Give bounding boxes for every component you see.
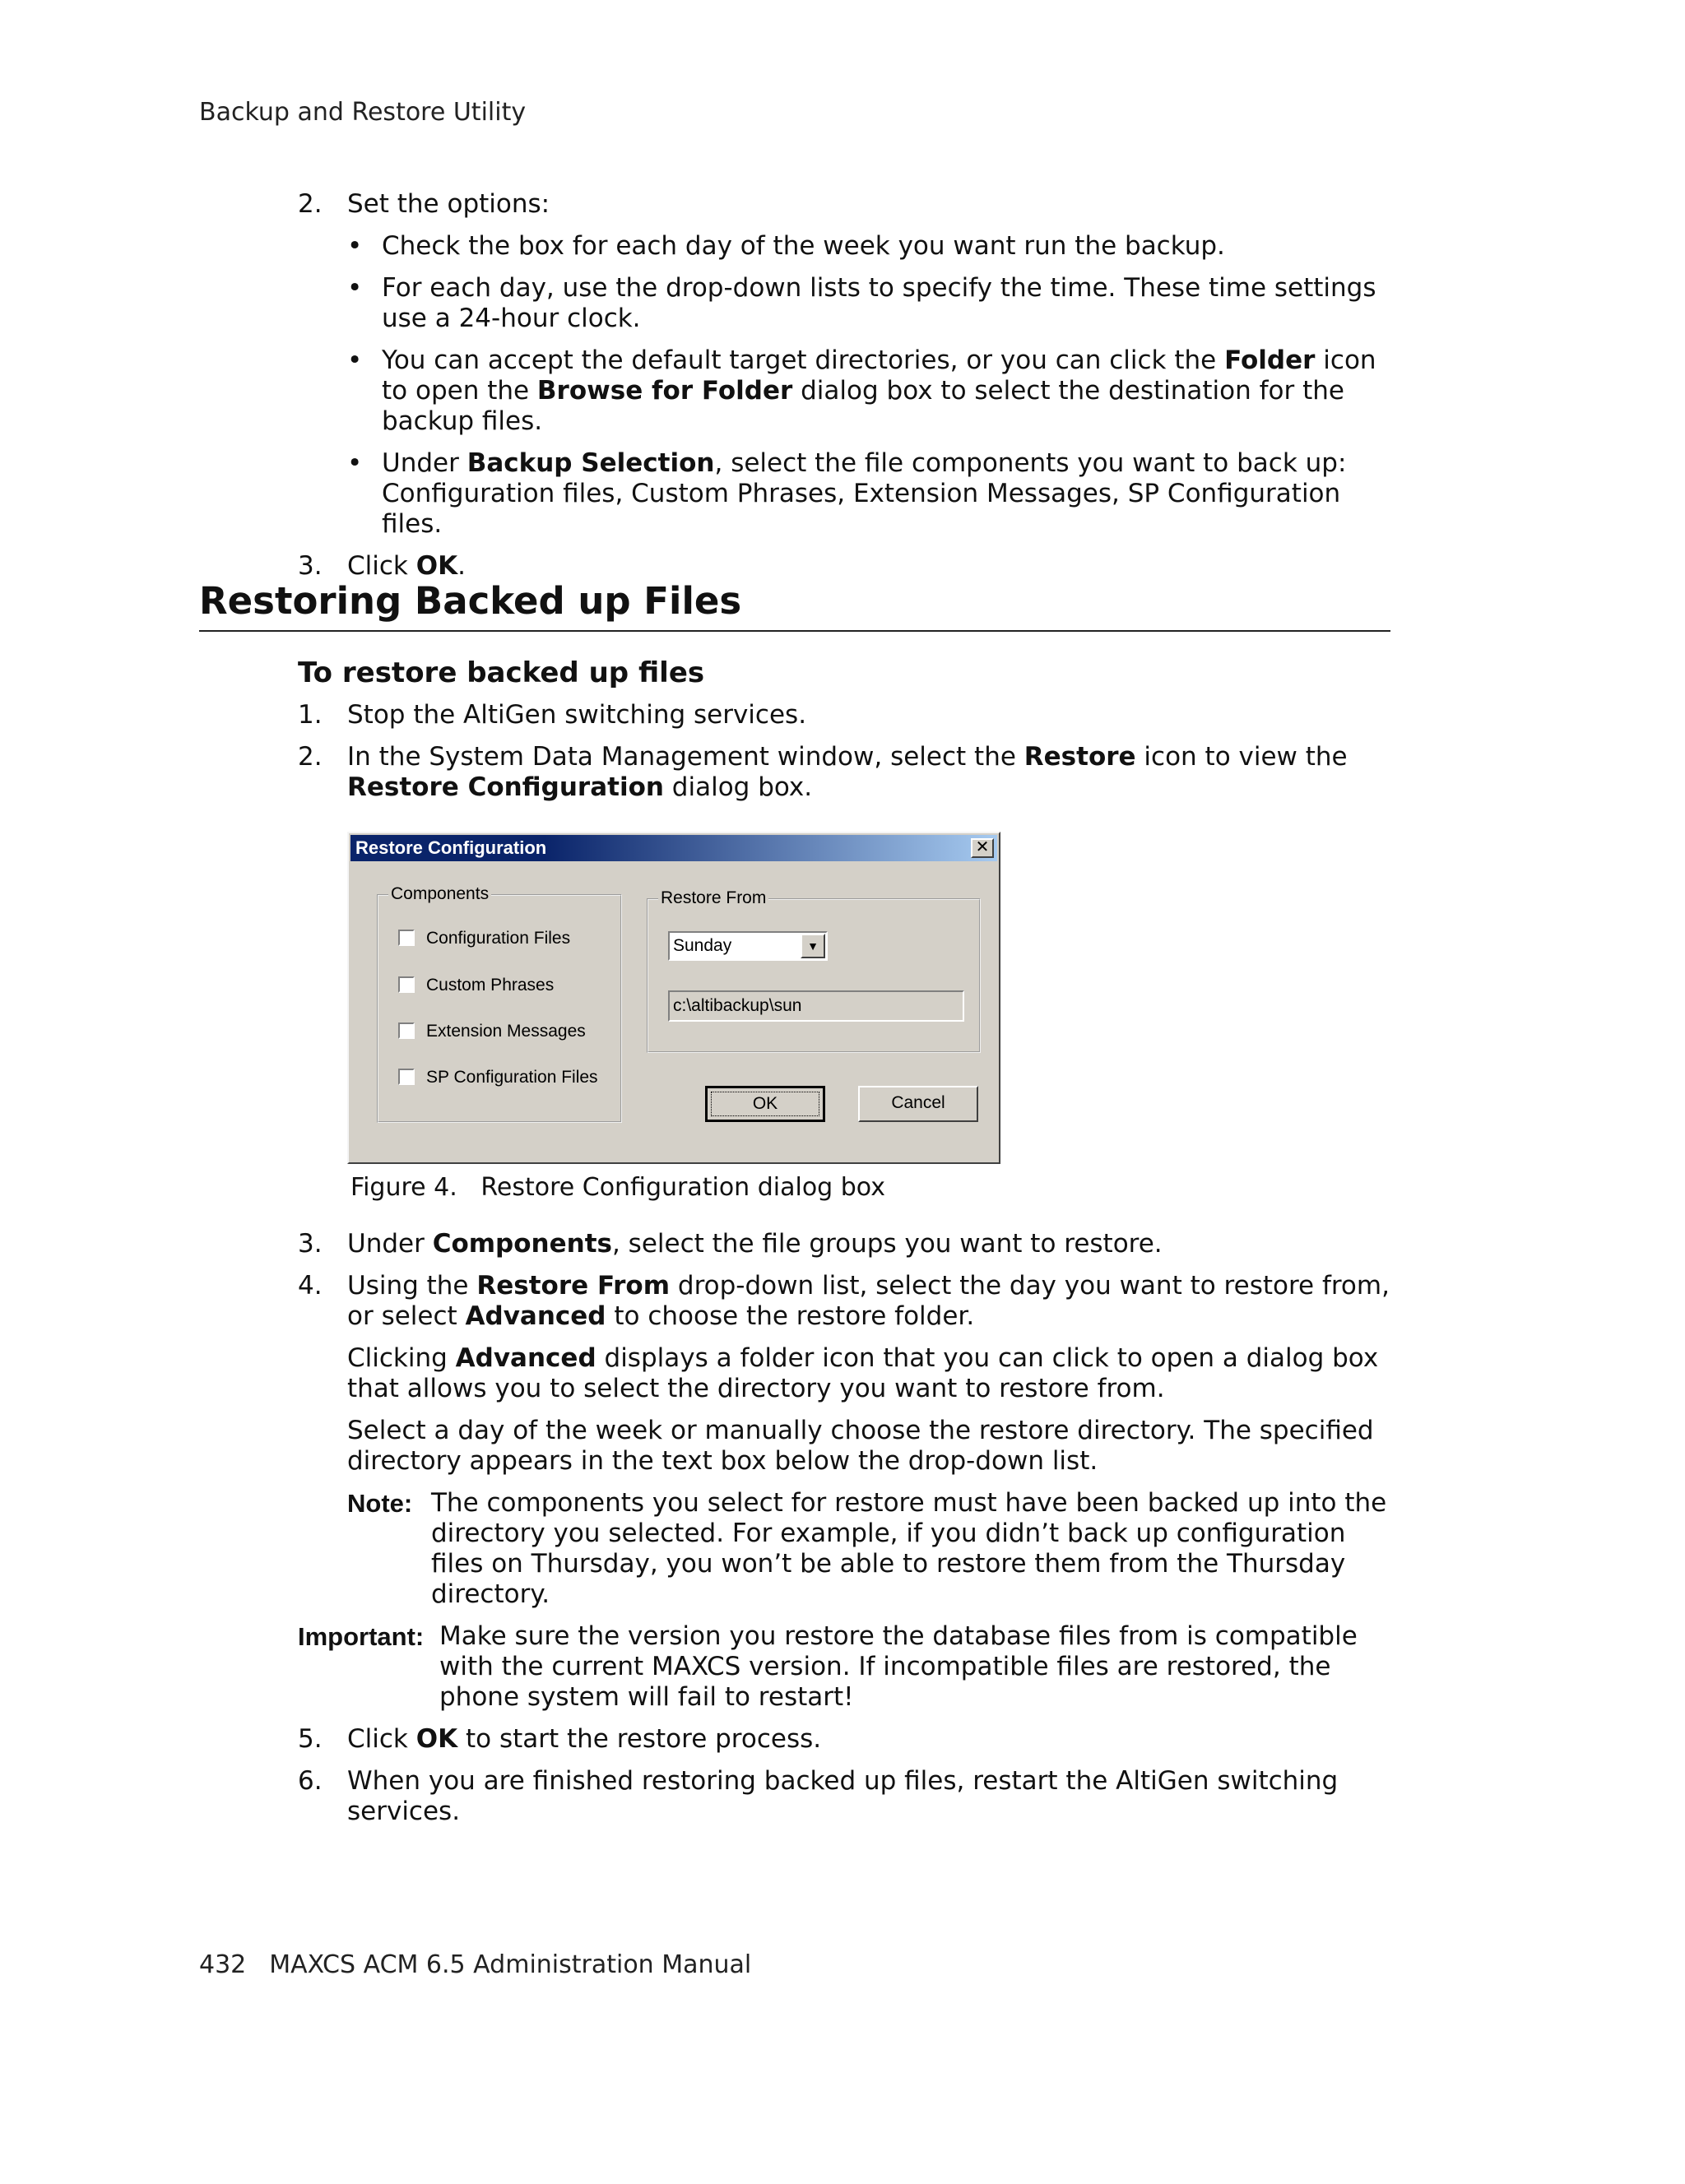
- checkbox-label: SP Configuration Files: [426, 1068, 598, 1087]
- bold-term: OK: [415, 551, 458, 581]
- important-text: Make sure the version you restore the database files from is compatible with the current MAXCS version. If incompatible files are restored, the phone system will fail to restart!: [439, 1621, 1358, 1712]
- step-text: .: [457, 551, 466, 581]
- bullet-text: icon to open the: [382, 345, 1376, 406]
- select-day-paragraph: [199, 1416, 1396, 1477]
- step-number: 6.: [298, 1766, 323, 1796]
- figure-label: Figure 4.: [350, 1173, 457, 1202]
- bullet-text: For each day, use the drop-down lists to specify the time. These time settings use a 24-hour clock.: [382, 273, 1376, 333]
- restore-from-legend: Restore From: [658, 888, 768, 908]
- step-text: When you are finished restoring backed up files, restart the AltiGen switching services.: [347, 1766, 1339, 1826]
- bold-term: Advanced: [455, 1343, 596, 1373]
- restore-path-field[interactable]: [668, 990, 964, 1022]
- bullet-dot: •: [347, 448, 363, 478]
- dropdown-value: Sunday: [673, 936, 732, 955]
- bold-term: Backup Selection: [467, 448, 715, 478]
- step-click-ok-restore: [199, 1724, 1396, 1755]
- ok-button[interactable]: [705, 1086, 825, 1122]
- step-number: 4.: [298, 1271, 323, 1301]
- bold-term: OK: [415, 1724, 458, 1754]
- step-text: Under: [347, 1229, 433, 1259]
- step-text: Set the options:: [347, 189, 550, 219]
- focus-rect: [711, 1092, 819, 1116]
- step-text: Stop the AltiGen switching services.: [347, 700, 807, 730]
- bullet-text: dialog box to select the destination for the backup files.: [382, 376, 1344, 436]
- step-number: 5.: [298, 1724, 323, 1754]
- para-text: Select a day of the week or manually choose the restore directory. The specified directory appears in the text box below the drop-down list.: [347, 1416, 1374, 1476]
- step-restore-from: [199, 1271, 1396, 1332]
- checkbox-box[interactable]: [398, 930, 415, 946]
- para-text: Clicking: [347, 1343, 456, 1373]
- step-number: 3.: [298, 551, 323, 581]
- bold-term: Restore: [1024, 742, 1136, 772]
- checkbox-label: Configuration Files: [426, 929, 571, 948]
- procedure-heading: To restore backed up files: [298, 656, 705, 689]
- checkbox-label: Extension Messages: [426, 1022, 586, 1041]
- step-stop-services: [199, 700, 1396, 730]
- bullet-dot: •: [347, 273, 363, 303]
- restore-configuration-dialog: [347, 832, 1000, 1164]
- chevron-down-icon[interactable]: ▼: [801, 934, 825, 958]
- running-header: Backup and Restore Utility: [199, 98, 527, 127]
- important-label: Important:: [298, 1622, 425, 1651]
- dialog-title: Restore Configuration: [355, 837, 547, 858]
- components-legend: Components: [388, 884, 491, 904]
- note-label: Note:: [347, 1489, 413, 1518]
- bold-term: Browse for Folder: [536, 376, 793, 406]
- backup-options-steps: [199, 189, 1396, 593]
- step-number: 2.: [298, 742, 323, 772]
- step-number: 3.: [298, 1229, 323, 1259]
- cancel-button[interactable]: [858, 1086, 978, 1122]
- step-select-components: [199, 1229, 1396, 1259]
- bullet-text: Check the box for each day of the week you want run the backup.: [382, 231, 1225, 261]
- step-text: to start the restore process.: [457, 1724, 822, 1754]
- bold-term: Components: [432, 1229, 612, 1259]
- bullet-item: [199, 448, 1396, 540]
- checkbox-box[interactable]: [398, 1069, 415, 1085]
- bullet-text: , select the file components you want to back up: Configuration files, Custom Phrases, Extension Messages, SP Configuration files.: [382, 448, 1347, 539]
- step-text: Click: [347, 1724, 416, 1754]
- step-open-restore: [199, 742, 1396, 803]
- checkbox-box[interactable]: [398, 976, 415, 993]
- figure-caption-text: Restore Configuration dialog box: [480, 1173, 885, 1202]
- close-icon[interactable]: ✕: [971, 838, 994, 858]
- note-text: The components you select for restore must have been backed up into the directory you selected. For example, if you didn’t back up configuration files on Thursday, you won’t be able to restore them from the Thursday directory.: [431, 1488, 1387, 1609]
- bold-term: Folder: [1224, 345, 1316, 375]
- bullet-dot: •: [347, 345, 363, 375]
- components-group: [377, 884, 622, 1123]
- step-text: Using the: [347, 1271, 477, 1301]
- figure-caption: [350, 1172, 885, 1203]
- bold-term: Restore From: [476, 1271, 671, 1301]
- restore-steps-continued: [199, 1229, 1396, 1839]
- step-restart-services: [199, 1766, 1396, 1827]
- bullet-text: Under: [382, 448, 467, 478]
- manual-title: MAXCS ACM 6.5 Administration Manual: [269, 1950, 752, 1979]
- ok-button-label: OK: [752, 1094, 778, 1113]
- bold-term: Restore Configuration: [347, 772, 664, 802]
- step-text: dialog box.: [663, 772, 813, 802]
- restore-from-dropdown[interactable]: [668, 931, 828, 961]
- step-click-ok: [199, 551, 1396, 582]
- step-set-options: [199, 189, 1396, 220]
- bullet-item: [199, 345, 1396, 437]
- step-text: drop-down list, select the day you want to restore from, or select: [347, 1271, 1390, 1331]
- cancel-button-label: Cancel: [891, 1093, 945, 1112]
- step-text: , select the file groups you want to restore.: [611, 1229, 1163, 1259]
- step-text: icon to view the: [1135, 742, 1348, 772]
- restore-path-value: c:\altibackup\sun: [673, 996, 802, 1015]
- bold-term: Advanced: [465, 1301, 606, 1331]
- dialog-titlebar: [350, 835, 997, 861]
- restore-steps-intro: [199, 658, 1396, 814]
- step-number: 2.: [298, 189, 323, 219]
- restore-from-group: [647, 888, 981, 1053]
- advanced-paragraph: [199, 1343, 1396, 1404]
- bullet-item: [199, 273, 1396, 334]
- bullet-dot: •: [347, 231, 363, 261]
- checkbox-box[interactable]: [398, 1022, 415, 1039]
- section-heading: Restoring Backed up Files: [199, 579, 1390, 632]
- note-block: [199, 1488, 1396, 1610]
- bullet-item: [199, 231, 1396, 262]
- step-text: to choose the restore folder.: [606, 1301, 975, 1331]
- bullet-text: You can accept the default target directories, or you can click the: [382, 345, 1225, 375]
- important-block: [199, 1621, 1396, 1713]
- checkbox-label: Custom Phrases: [426, 976, 555, 995]
- step-number: 1.: [298, 700, 323, 730]
- para-text: displays a folder icon that you can click to open a dialog box that allows you to select the directory you want to restore from.: [347, 1343, 1379, 1403]
- page-footer: [199, 1950, 751, 1980]
- page-number: 432: [199, 1950, 247, 1979]
- step-text: In the System Data Management window, select the: [347, 742, 1024, 772]
- step-text: Click: [347, 551, 416, 581]
